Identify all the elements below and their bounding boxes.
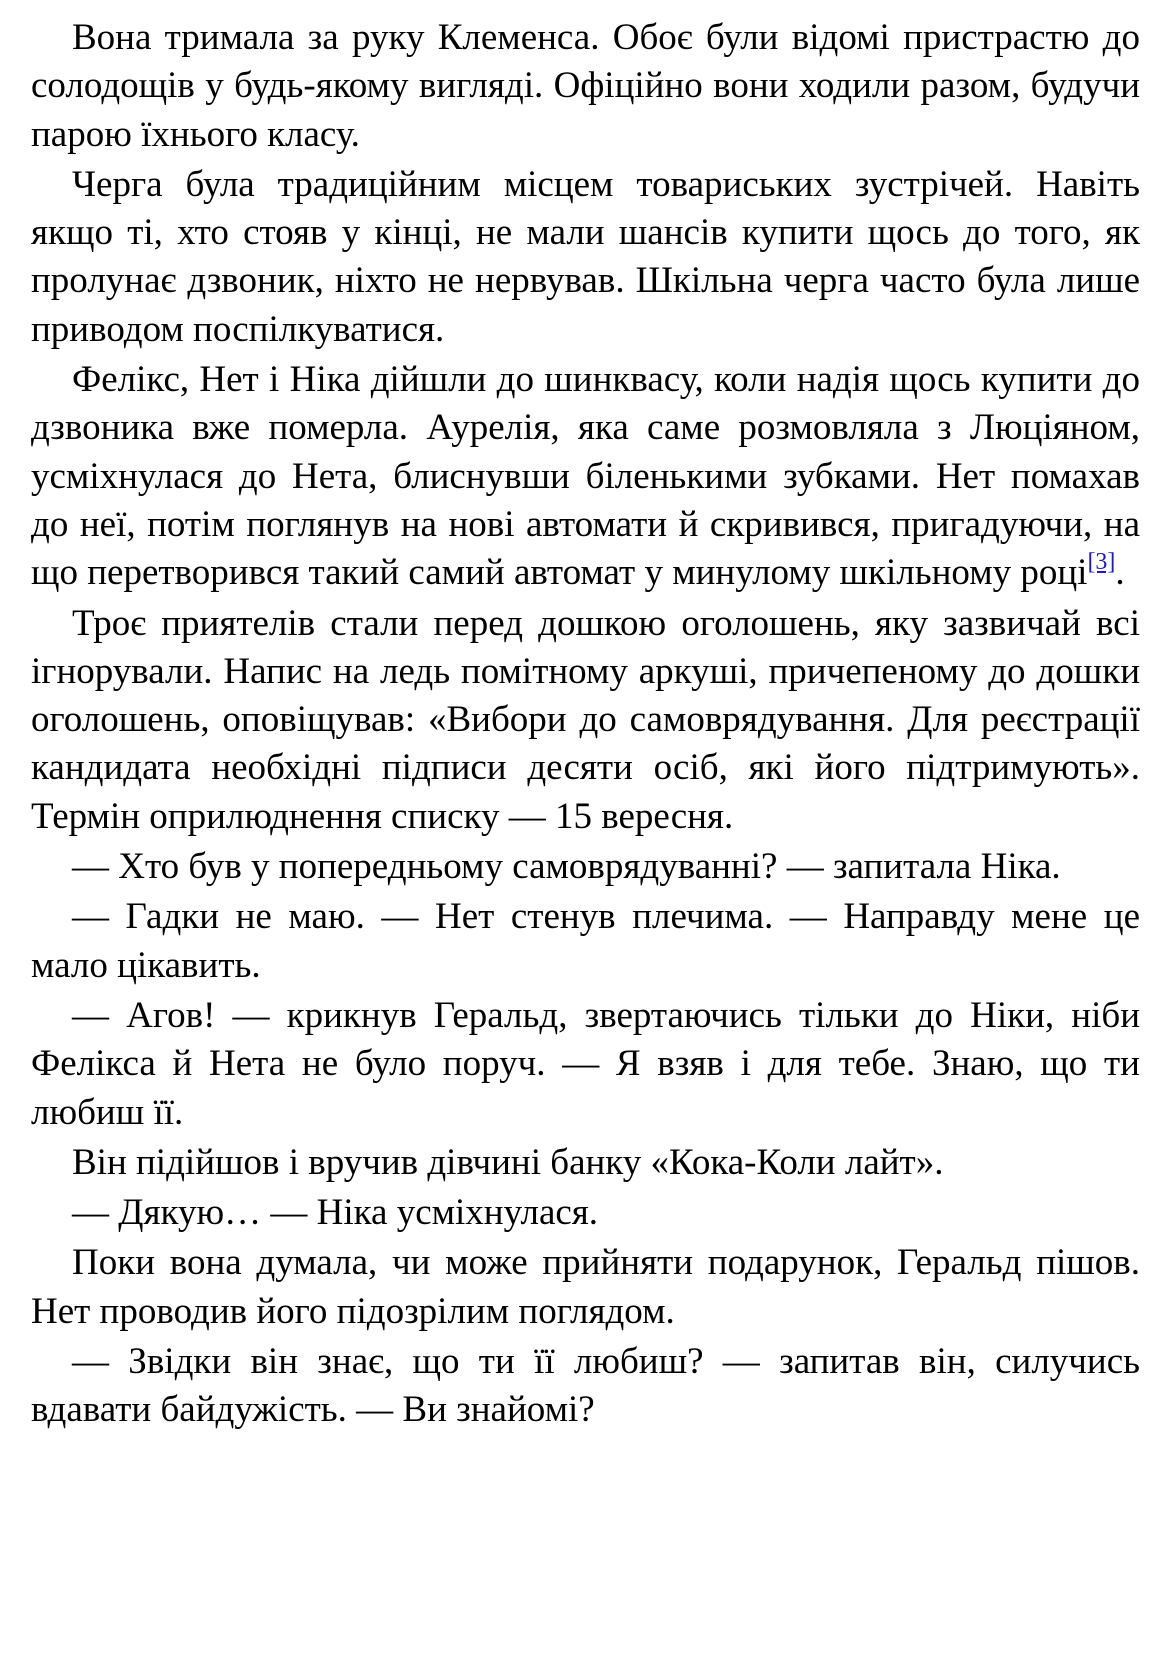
paragraph: Поки вона думала, чи може прийняти подарунок, Геральд пішов. Нет проводив його підозрілим поглядом. [31,1242,1140,1332]
paragraph: Троє приятелів стали перед дошкою оголошень, яку зазвичай всі ігнорували. Напис на ледь помітному аркуші, причепеному до дошки оголошень, оповіщував: «Вибори до самоврядування. Для реєстрації кандидата необхідні підписи десяти осіб, які його підтримують». Термін оприлюднення списку — 15 вересня. [31,602,1140,837]
paragraph: Вона тримала за руку Клеменса. Обоє були відомі пристрастю до солодощів у будь-якому вигляді. Офіційно вони ходили разом, будучи парою їхнього класу. [31,17,1140,155]
dialogue-paragraph: — Хто був у попередньому самоврядуванні? — запитала Ніка. [72,846,1061,888]
paragraph-with-footnote [31,356,1140,597]
paragraph: Черга була традиційним місцем товариських зустрічей. Навіть якщо ті, хто стояв у кінці, не мали шансів купити щось до того, як пролунає дзвоник, ніхто не нервував. Шкільна черга часто була лише приводом поспілкуватися. [31,163,1140,350]
dialogue-paragraph: — Дякую… — Ніка усміхнулася. [72,1192,599,1234]
dialogue-paragraph: — Агов! — крикнув Геральд, звертаючись тільки до Ніки, ніби Фелікса й Нета не було поруч. — Я взяв і для тебе. Знаю, що ти любиш її. [31,994,1140,1133]
paragraph-end-punctuation: . [1115,552,1125,594]
paragraph: Він підійшов і вручив дівчині банку «Кока-Коли лайт». [72,1141,944,1183]
dialogue-paragraph: — Гадки не маю. — Нет стенув плечима. — Направду мене це мало цікавить. [31,896,1140,986]
paragraph-text: Фелікс, Нет і Ніка дійшли до шинквасу, коли надія щось купити до дзвоника вже померла. Аурелія, яка саме розмовляла з Люціяном, усміхнулася до Нета, блиснувши біленькими зубками. Нет помахав до неї, потім поглянув на нові автомати й скривився, пригадуючи, на що перетворився такий самий автомат у минулому шкільному році [31,359,1140,594]
footnote-link[interactable]: [3] [1087,549,1116,576]
dialogue-paragraph: — Звідки він знає, що ти її любиш? — запитав він, силучись вдавати байдужість. — Ви знайомі? [31,1341,1140,1431]
footnote-reference [1087,549,1115,575]
